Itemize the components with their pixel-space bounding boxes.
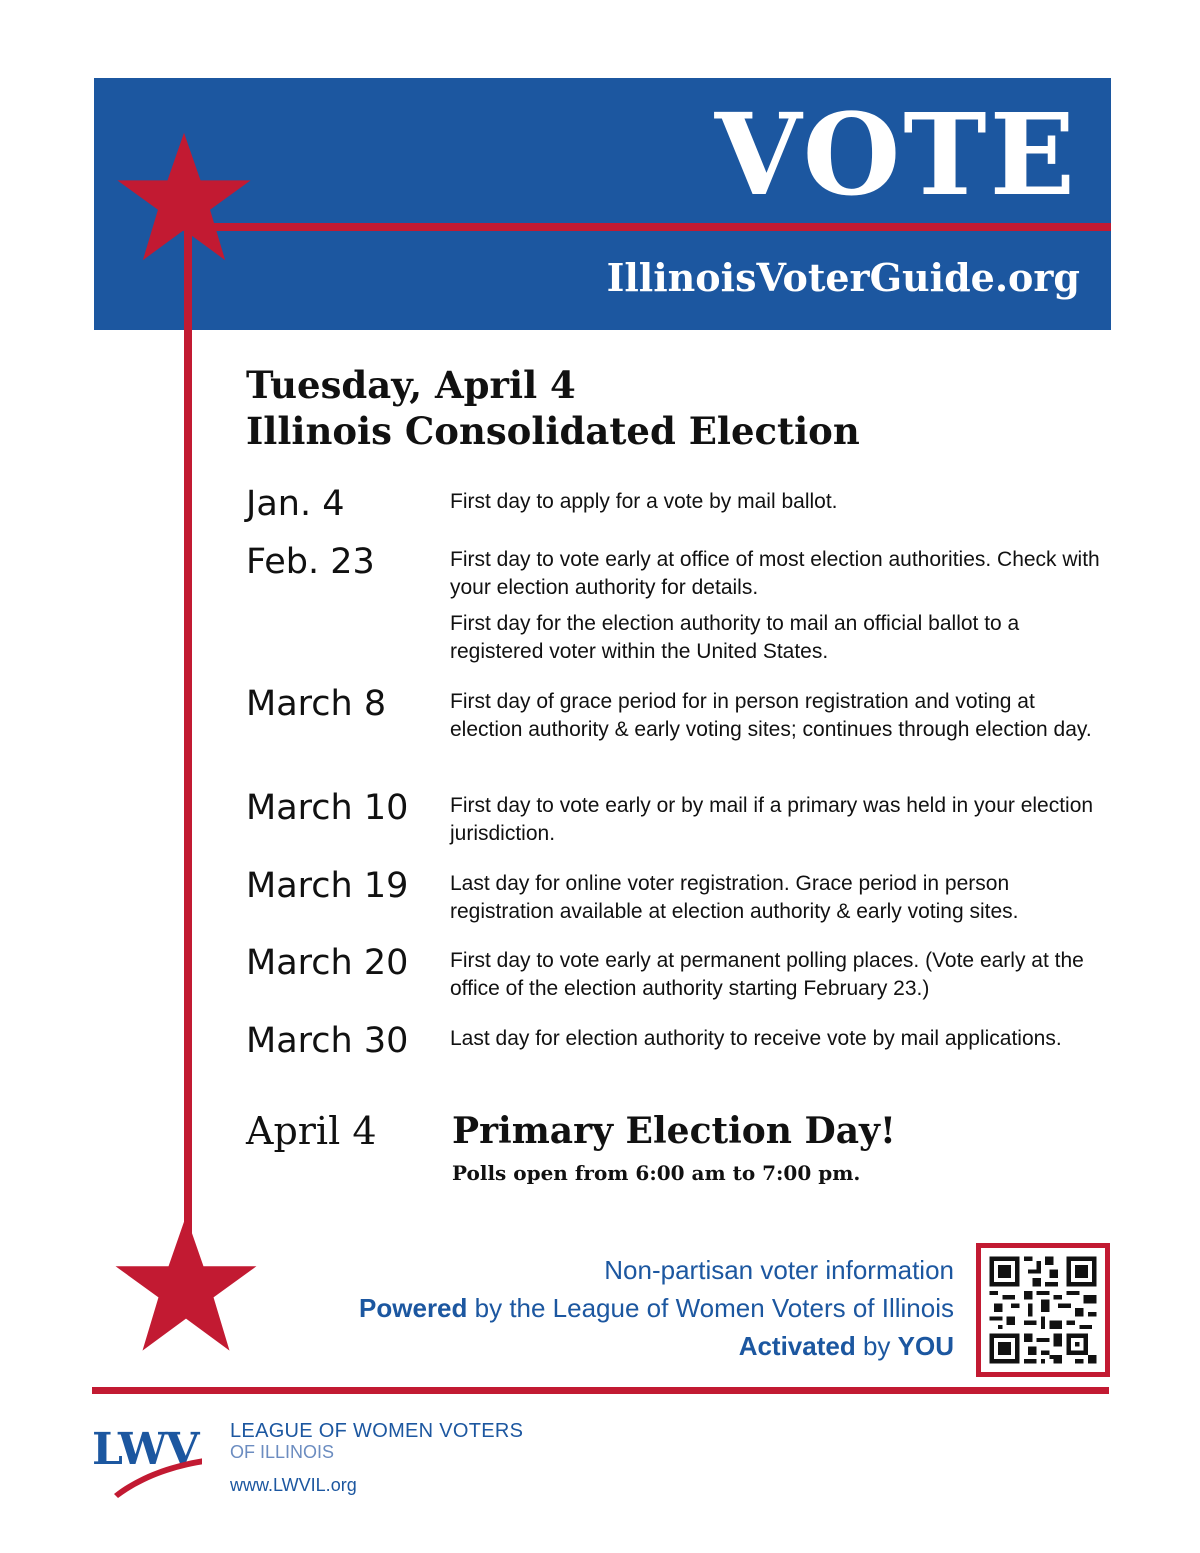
timeline-date: March 19 <box>246 866 409 906</box>
timeline-item: Last day for election authority to receive vote by mail applications. <box>450 1027 1062 1050</box>
timeline-description <box>450 870 1110 926</box>
timeline-description <box>450 792 1110 848</box>
bottom-rule <box>92 1387 1109 1394</box>
tagline-bold-you: YOU <box>897 1331 954 1361</box>
org-url[interactable]: www.LWVIL.org <box>230 1475 357 1495</box>
timeline-item: First day to apply for a vote by mail ballot. <box>450 490 838 513</box>
timeline-description <box>450 1025 1110 1053</box>
timeline-description <box>450 546 1110 666</box>
timeline-item: Last day for online voter registration. Grace period in person registration available at election authority & early voting sites. <box>450 872 1019 923</box>
timeline-date: March 8 <box>246 684 387 724</box>
lwv-logo-mark: LWV <box>92 1424 198 1475</box>
tagline-line-2 <box>359 1289 954 1327</box>
election-date-line: Tuesday, April 4 <box>246 363 576 407</box>
timeline-date: March 10 <box>246 788 409 828</box>
timeline-description <box>450 947 1110 1003</box>
election-heading <box>246 362 860 454</box>
timeline-item: First day to vote early at office of most election authorities. Check with your election authority for details. <box>450 548 1100 599</box>
election-name: Illinois Consolidated Election <box>246 409 860 453</box>
site-url[interactable]: IllinoisVoterGuide.org <box>606 255 1080 300</box>
lwv-logo-icon <box>92 1414 202 1498</box>
org-name-sub: OF ILLINOIS <box>230 1442 335 1462</box>
tagline-line-3 <box>359 1327 954 1365</box>
org-name: LEAGUE OF WOMEN VOTERS <box>230 1420 524 1442</box>
timeline-date: March 30 <box>246 1021 409 1061</box>
tagline-bold-powered: Powered <box>359 1293 468 1323</box>
tagline-bold-activated: Activated <box>738 1331 856 1361</box>
timeline-item: First day to vote early at permanent polling places. (Vote early at the office of the election authority starting February 23.) <box>450 949 1084 1000</box>
timeline-date: Jan. 4 <box>246 484 345 524</box>
timeline-description <box>450 488 1110 516</box>
tagline-text: by the League of Women Voters of Illinois <box>467 1293 954 1323</box>
qr-code-icon[interactable] <box>976 1243 1110 1377</box>
star-icon <box>112 1213 260 1361</box>
vote-title: VOTE <box>714 90 1078 221</box>
star-icon <box>114 130 254 270</box>
timeline-item: First day of grace period for in person registration and voting at election authority & early voting sites; continues through election day. <box>450 690 1092 741</box>
qr-code-graphic <box>981 1248 1105 1372</box>
tagline-line-1: Non-partisan voter information <box>604 1255 954 1285</box>
timeline-item: First day to vote early or by mail if a primary was held in your election jurisdiction. <box>450 794 1094 845</box>
timeline-item: First day for the election authority to mail an official ballot to a registered voter within the United States. <box>450 612 1020 663</box>
tagline-text: by <box>855 1331 898 1361</box>
footer-tagline <box>359 1251 954 1365</box>
flag-pole <box>184 195 192 1280</box>
timeline-date: March 20 <box>246 943 409 983</box>
timeline-description <box>450 688 1110 744</box>
election-day-date: April 4 <box>246 1109 377 1153</box>
timeline-date: Feb. 23 <box>246 542 375 582</box>
polls-hours: Polls open from 6:00 am to 7:00 pm. <box>452 1161 861 1185</box>
election-day-title: Primary Election Day! <box>452 1110 896 1152</box>
